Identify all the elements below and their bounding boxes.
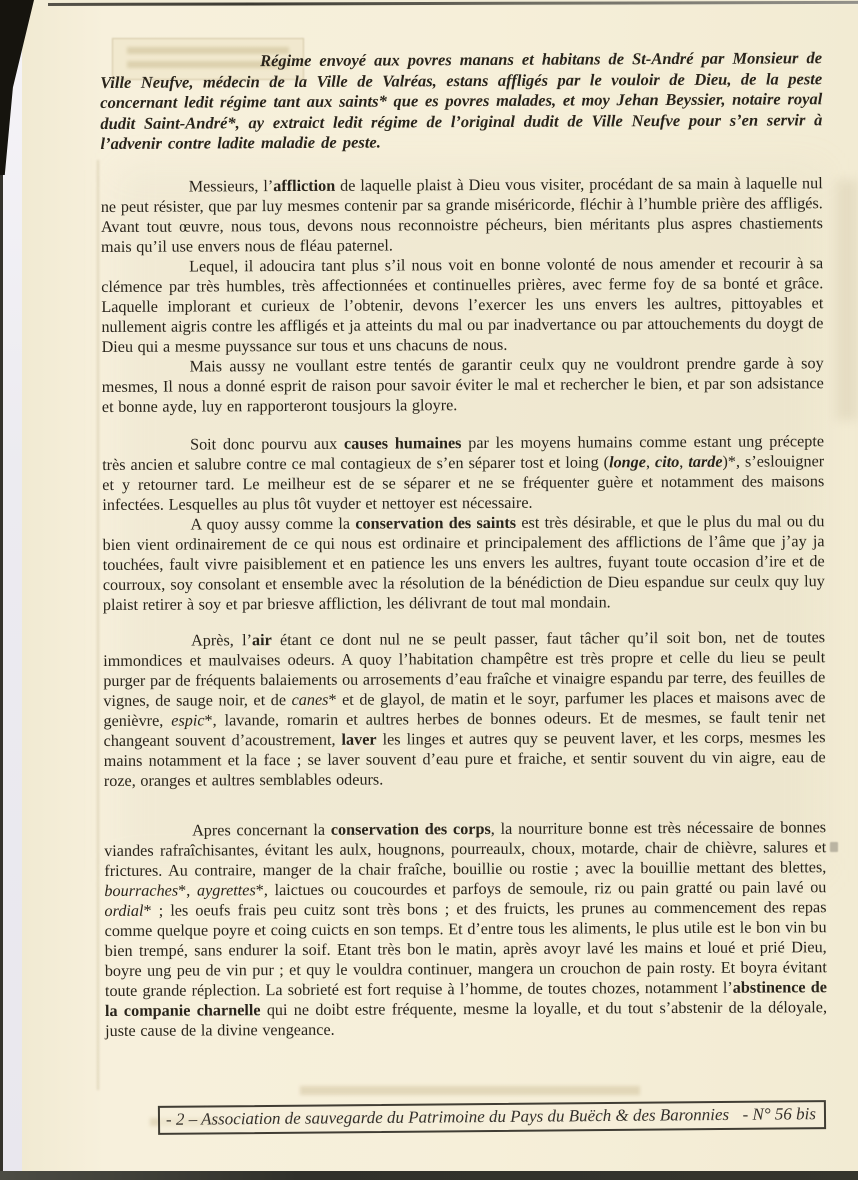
footer-banner	[158, 1100, 826, 1135]
scan-shading-right	[836, 180, 858, 420]
paper-crease	[97, 160, 99, 1090]
paragraph-conservation-des-saints: A quoy aussy comme la conservation des saints est très désirable, et que le plus du mal ou du bien vient ordinairement de ce qui nous est ordinaire et principalement des afflictions de l’âme que j’ay ja touchées, fault vivre paisiblement et en patience les uns envers les aultres, fuyant toute occasion d’ire et de courroux, soy consolant et ensemble avec la résolution de la bénédiction de Dieu espandue sur ceulx quy luy plaist retirer à soy et par briesve affliction, les délivrant de tout mal mondain.	[102, 511, 825, 614]
footer-issue-number: - N° 56 bis	[742, 1104, 817, 1124]
paragraph-affliction: Messieurs, l’affliction de laquelle plaist à Dieu vous visiter, procédant de sa main à laquelle nul ne peut résister, que par luy mesmes contenir par sa grande miséricorde, fléchir à l’humble prière des affligés. Avant tout œuvre, nous tous, devons nous reconnoistre pécheurs, bien méritants plus aspres chastiements mais qu’il use envers nous de fléau paternel.	[100, 173, 823, 256]
showthrough-text-line	[300, 1086, 640, 1095]
paragraph-air: Après, l’air étant ce dont nul ne se peult passer, faut tâcher qu’il soit bon, net de toutes immondices et maulvaises odeurs. A quoy l’habitation champêtre est très propre et celle du lieu se peult purger par de fréquents balaiements ou arrosements d’eau fraîche et vinaigre espandu par terre, des feuilles de vignes, de sauge noir, et de canes* et de glayol, de matin et le soyr, parfumer les places et maisons avec de genièvre, espic*, lavande, romarin et aultres herbes de bonnes odeurs. Et de mesmes, se fault tenir net changeant souvent d’acoustrement, laver les linges et autres quy se peuvent laver, et les corps, mesmes les mains notamment et la face ; se laver souvent d’eau pure et fraiche, et sentir souvent du vin aigre, eau de roze, oranges et aultres semblables odeurs.	[103, 627, 826, 790]
document-header: Régime envoyé aux povres manans et habitans de St-André par Monsieur de Ville Neufve, médecin de la Ville de Valréas, estans affligés par le vouloir de Dieu, de la peste concernant ledit régime tant aux saints* que es povres malades, et moy Jehan Beyssier, notaire royal dudit Saint-André*, ay extraict ledit régime de l’original dudit de Ville Neufve pour s’en servir à l’advenir contre ladite maladie de peste.	[100, 48, 823, 153]
paragraph-causes-humaines: Soit donc pourvu aux causes humaines par les moyens humains comme estant ung précepte très ancien et salubre contre ce mal contagieux de s’en séparer tost et loing (longe, cito, tarde)*, s’eslouigner et y retourner tard. Le meilheur est de se séparer et ne se fréquenter guère et notamment des maisons infectées. Lesquelles au plus tôt vuyder et nettoyer est nécessaire.	[102, 431, 825, 514]
footer-association-label: - 2 – Association de sauvegarde du Patrimoine du Pays du Buëch & des Baronnies	[165, 1104, 730, 1129]
document-body	[100, 48, 827, 1040]
scan-edge-bottom-strip	[0, 1171, 858, 1180]
scan-speck	[830, 842, 838, 852]
scan-edge-left-line	[0, 0, 3, 1172]
paragraph-conservation-des-corps: Apres concernant la conservation des corps, la nourriture bonne est très nécessaire de bonnes viandes rafraîchisantes, évitant les aulx, hougnons, pourreaulx, choux, motarde, chair de chièvre, salures et frictures. Au contraire, manger de la chair fraîche, bouillie ou rostie ; avec la bouillie mettant des blettes, bourraches*, aygrettes*, laictues ou coucourdes et parfoys de semoule, riz ou pain gratté ou pain lavé ou ordial* ; les oeufs frais peu cuitz sont très bons ; et des fruicts, les prunes au commencement des repas comme quelque poyre et coing cuicts en son temps. Et d’entre tous les aliments, le plus utile est le bon vin bu bien trempé, sans endurer la soif. Etant très bon le matin, après avoyr lavé les mains et loué et prié Dieu, boyre ung peu de vin pur ; et quy le vouldra continuer, mangera un crouchon de pain rosty. Et boyra évitant toute grande réplection. La sobrieté est fort requise à l’homme, de toutes chozes, notamment l’abstinence de la companie charnelle qui ne doibt estre fréquente, mesme la loyalle, et du tout s’abstenir de la déloyale, juste cause de la divine vengeance.	[104, 817, 828, 1040]
scan-edge-left-strip	[2, 0, 22, 1180]
paragraph-clemence: Lequel, il adoucira tant plus s’il nous voit en bonne volonté de nous amender et recourir à sa clémence par très humbles, très affectionnées et continuelles prières, avec ferme foy de sa bonté et grâce. Laquelle implorant et curieux de l’obtenir, devons l’exercer les uns envers les aultres, pittoyables et nullement aigris contre les affligés et ja atteints du mal ou par inadvertance ou par attouchements du doygt de Dieu qui a mesme puyssance sur tous et uns chacuns de nous.	[101, 253, 824, 356]
paragraph-esprit-de-raison: Mais aussy ne voullant estre tentés de garantir ceulx quy ne vouldront prendre garde à soy mesmes, Il nous a donné esprit de raison pour savoir éviter le mal et rechercher le bien, et par son adsistance et bonne ayde, luy en rapporteront tousjours la gloyre.	[101, 353, 824, 416]
